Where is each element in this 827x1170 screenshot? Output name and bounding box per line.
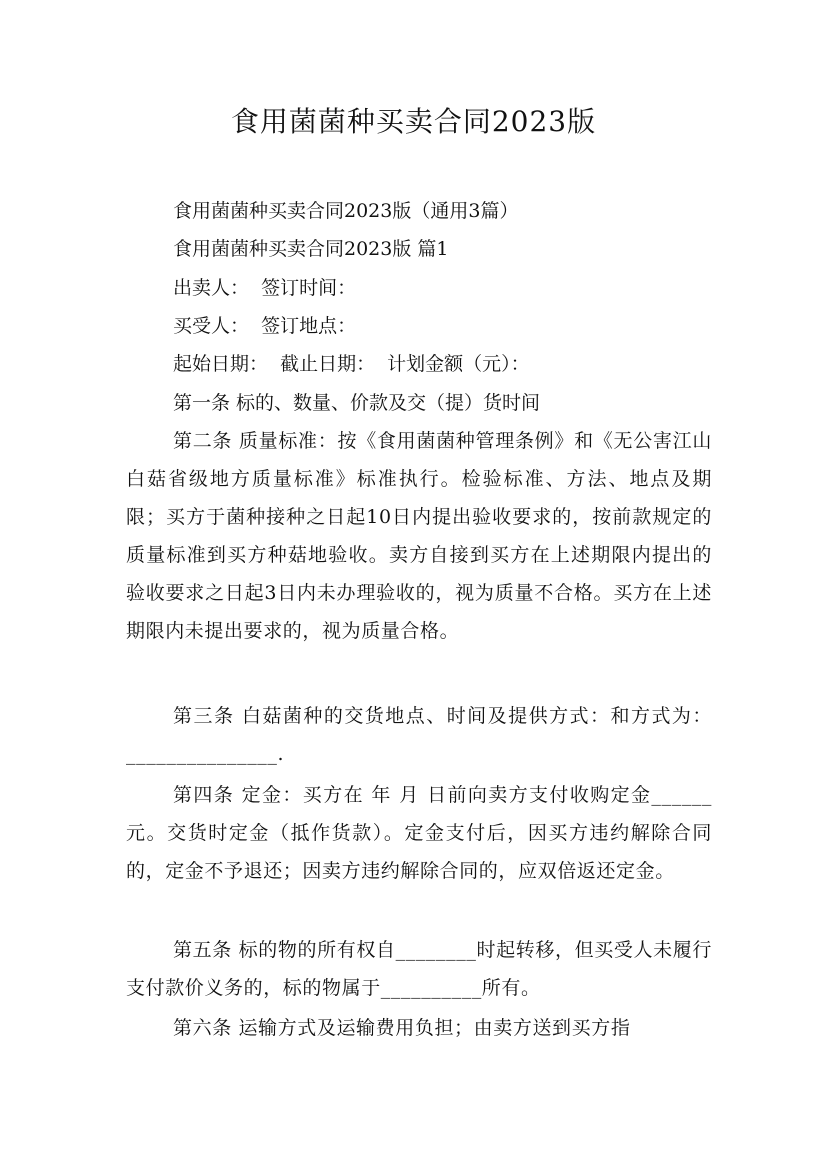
buyer-signing-place-line: 买受人： 签订地点：	[173, 315, 357, 337]
document-subtitle: 食用菌菌种买卖合同2023版（通用3篇）	[173, 200, 519, 222]
article-5: 第五条 标的物的所有权自________时起转移，但买受人未履行支付款价义务的，标的物属于__________所有。	[126, 939, 712, 999]
article-4: 第四条 定金：买方在 年 月 日前向卖方支付收购定金______元。交货时定金（抵作货款）。定金支付后，因买方违约解除合同的，定金不予退还；因卖方违约解除合同的，应双倍返还定金。	[126, 784, 712, 882]
article-1: 第一条 标的、数量、价款及交（提）货时间	[173, 392, 541, 414]
seller-signing-time-line: 出卖人： 签订时间：	[173, 277, 357, 299]
dates-amount-line: 起始日期： 截止日期： 计划金额（元）：	[173, 353, 530, 375]
article-6: 第六条 运输方式及运输费用负担；由卖方送到买方指	[173, 1017, 631, 1039]
document-title: 食用菌菌种买卖合同2023版	[230, 105, 597, 138]
article-2: 第二条 质量标准：按《食用菌菌种管理条例》和《无公害江山白菇省级地方质量标准》标准执行。检验标准、方法、地点及期限；买方于菌种接种之日起10日内提出验收要求的，按前款规定的质量标准到买方种菇地验收。卖方自接到买方在上述期限内提出的验收要求之日起3日内未办理验收的，视为质量不合格。买方在上述期限内未提出要求的，视为质量合格。	[126, 430, 712, 642]
article-3: 第三条 白菇菌种的交货地点、时间及提供方式：和方式为：_______________.	[126, 705, 712, 765]
section-heading: 食用菌菌种买卖合同2023版 篇1	[173, 238, 449, 260]
